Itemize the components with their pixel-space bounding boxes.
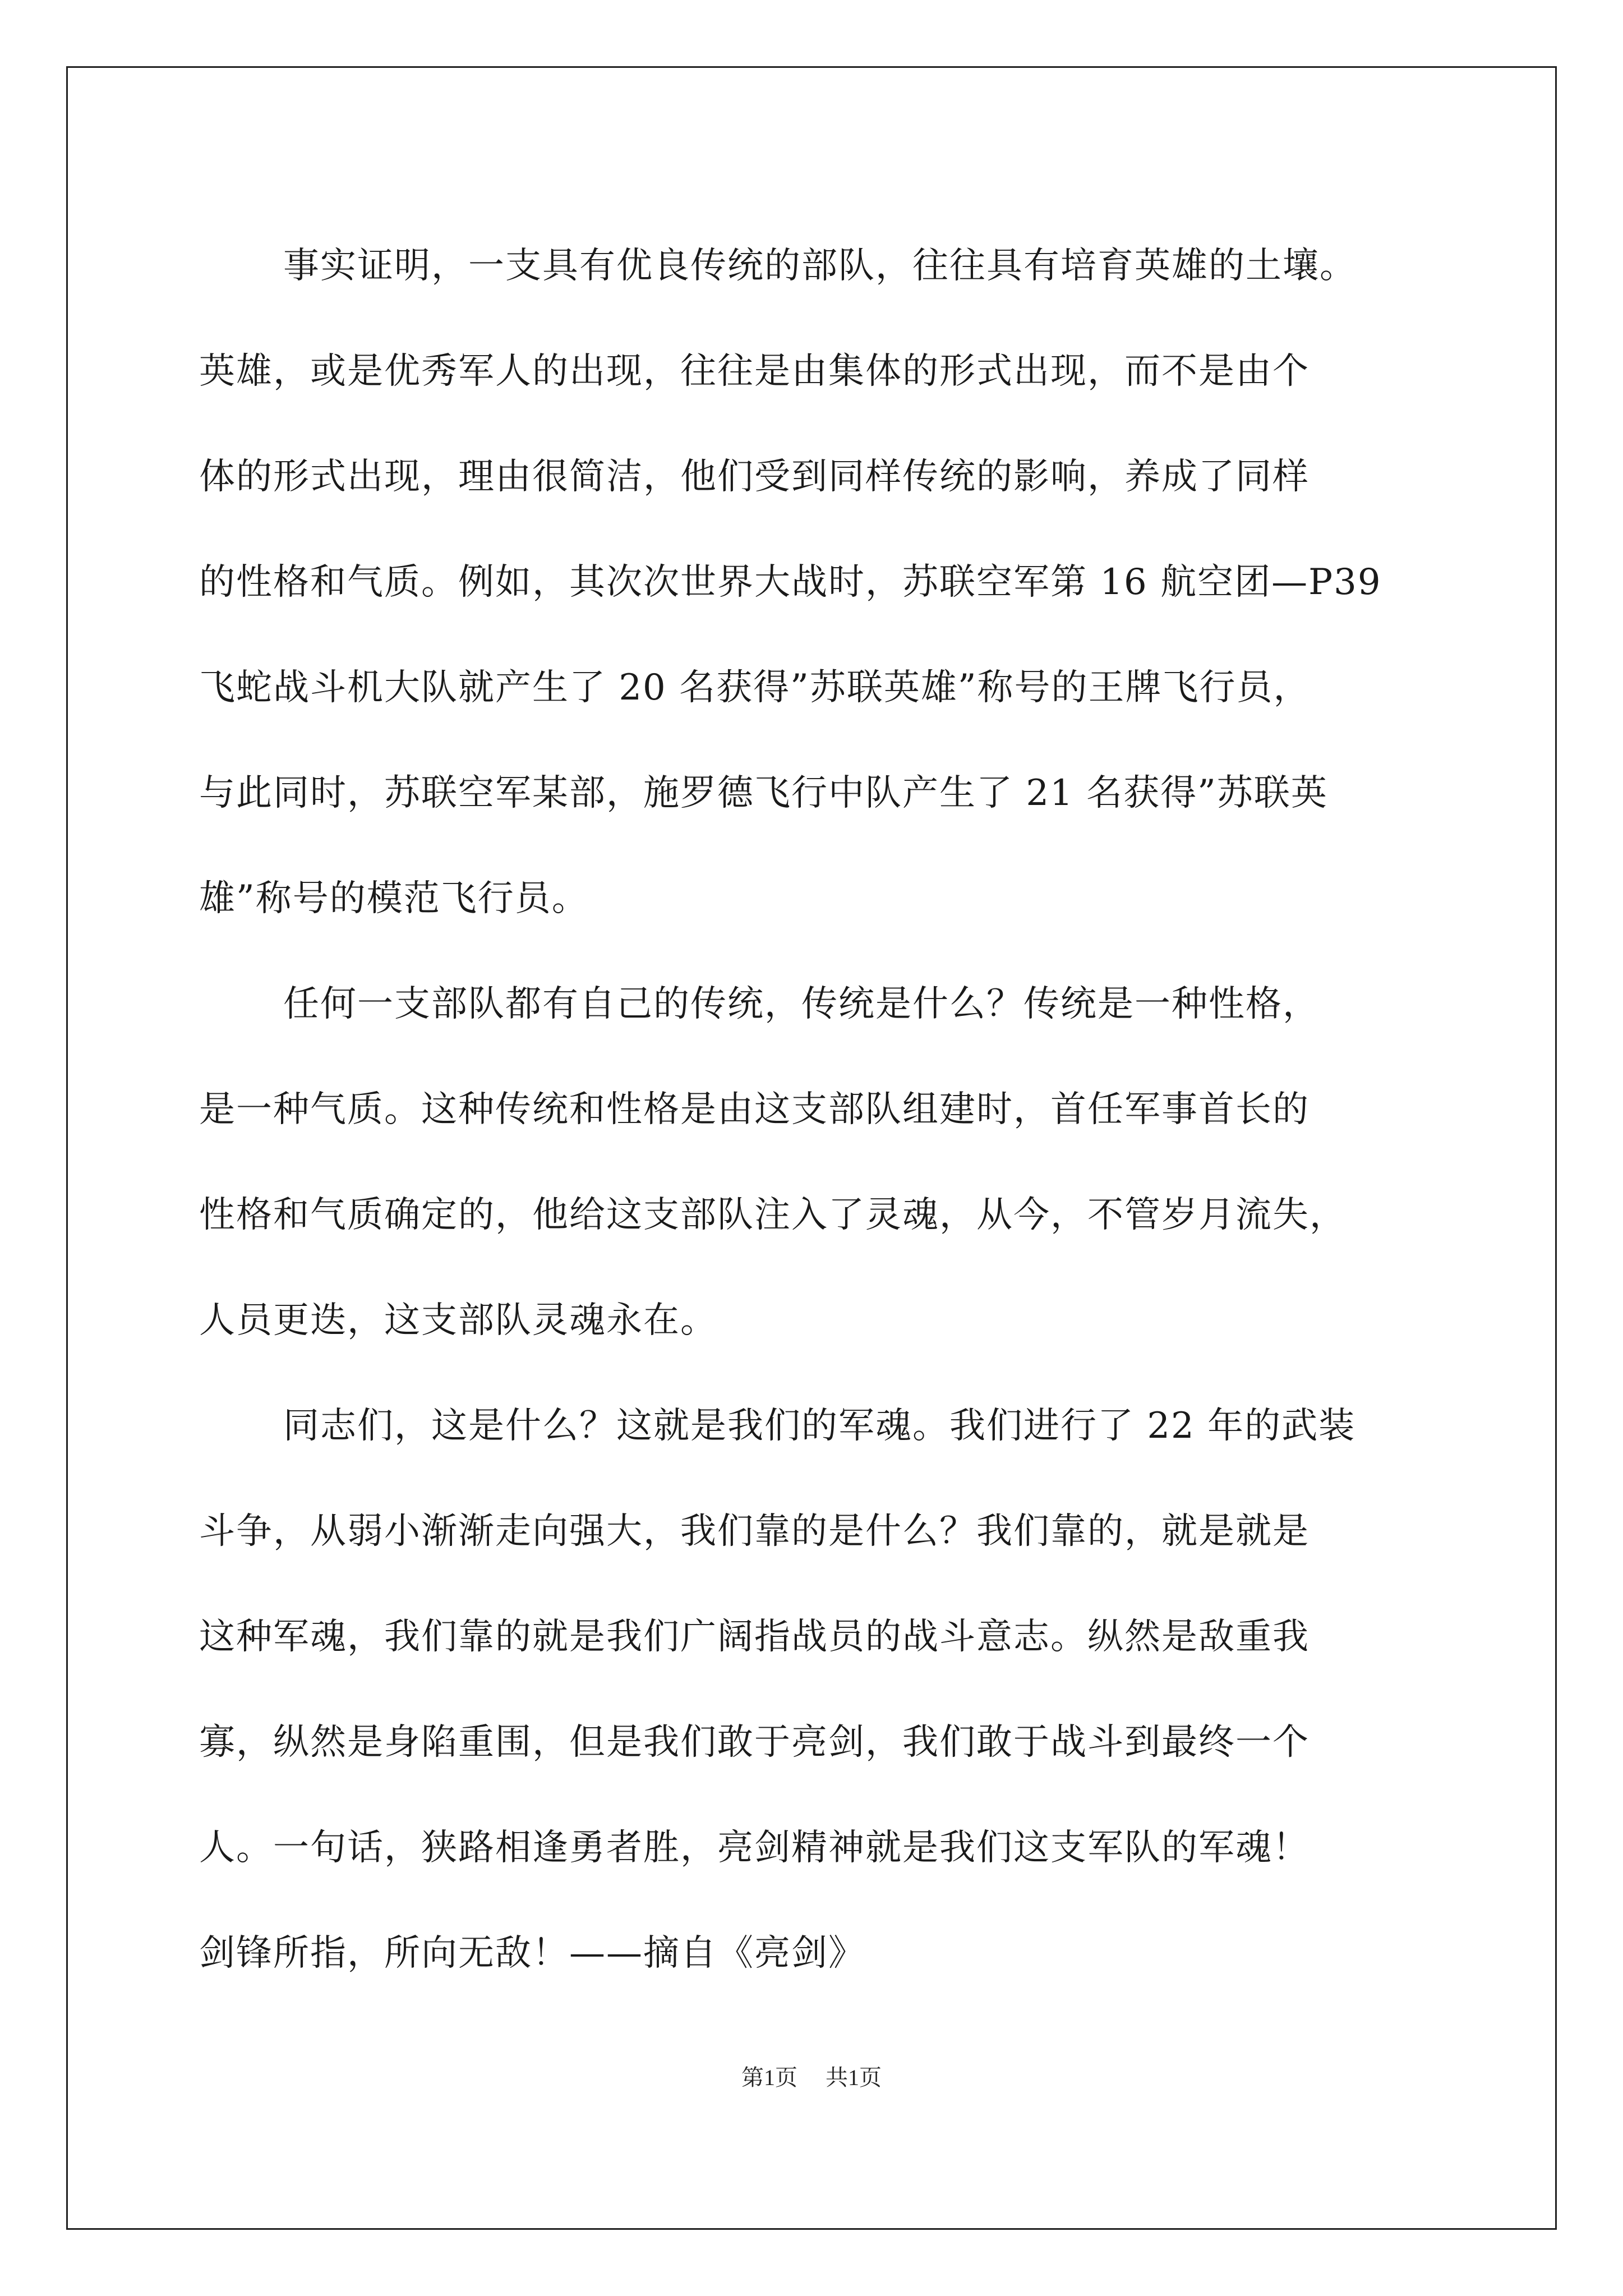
paragraph-3-line-5: 人。一句话，狭路相逢勇者胜，亮剑精神就是我们这支军队的军魂！ xyxy=(199,1827,1310,1869)
paragraph-2-line-4: 人员更迭，这支部队灵魂永在。 xyxy=(199,1300,717,1341)
document-body xyxy=(199,213,1430,2006)
paragraph-3-line-6: 剑锋所指，所向无敌！——摘自《亮剑》 xyxy=(199,1932,865,1974)
paragraph-2-line-2: 是一种气质。这种传统和性格是由这支部队组建时，首任军事首长的 xyxy=(199,1089,1310,1130)
paragraph-3-line-4: 寡，纵然是身陷重围，但是我们敢于亮剑，我们敢于战斗到最终一个 xyxy=(199,1722,1310,1763)
page-number-total: 共1页 xyxy=(826,2065,882,2090)
paragraph-3-line-3: 这种军魂，我们靠的就是我们广阔指战员的战斗意志。纵然是敌重我 xyxy=(199,1616,1310,1658)
paragraph-3-line-2: 斗争，从弱小渐渐走向强大，我们靠的是什么？我们靠的，就是就是 xyxy=(199,1511,1310,1552)
paragraph-1-line-3: 体的形式出现，理由很简洁，他们受到同样传统的影响，养成了同样 xyxy=(199,456,1310,498)
paragraph-3-line-1: 同志们，这是什么？这就是我们的军魂。我们进行了 22 年的武装 xyxy=(283,1405,1356,1447)
paragraph-1-line-4: 的性格和气质。例如，其次次世界大战时，苏联空军第 16 航空团—P39 xyxy=(199,562,1382,603)
paragraph-1-line-2: 英雄，或是优秀军人的出现，往往是由集体的形式出现，而不是由个 xyxy=(199,351,1310,392)
paragraph-1-line-1: 事实证明，一支具有优良传统的部队，往往具有培育英雄的土壤。 xyxy=(283,245,1357,287)
paragraph-2-line-1: 任何一支部队都有自己的传统，传统是什么？传统是一种性格， xyxy=(283,983,1320,1025)
page-footer xyxy=(0,2060,1623,2092)
paragraph-1-line-7: 雄”称号的模范飞行员。 xyxy=(199,878,589,919)
paragraph-1-line-6: 与此同时，苏联空军某部，施罗德飞行中队产生了 21 名获得”苏联英 xyxy=(199,772,1328,814)
paragraph-1-line-5: 飞蛇战斗机大队就产生了 20 名获得”苏联英雄”称号的王牌飞行员， xyxy=(199,667,1311,708)
page-number-current: 第1页 xyxy=(741,2065,797,2090)
paragraph-2-line-3: 性格和气质确定的，他给这支部队注入了灵魂，从今，不管岁月流失， xyxy=(199,1194,1347,1236)
